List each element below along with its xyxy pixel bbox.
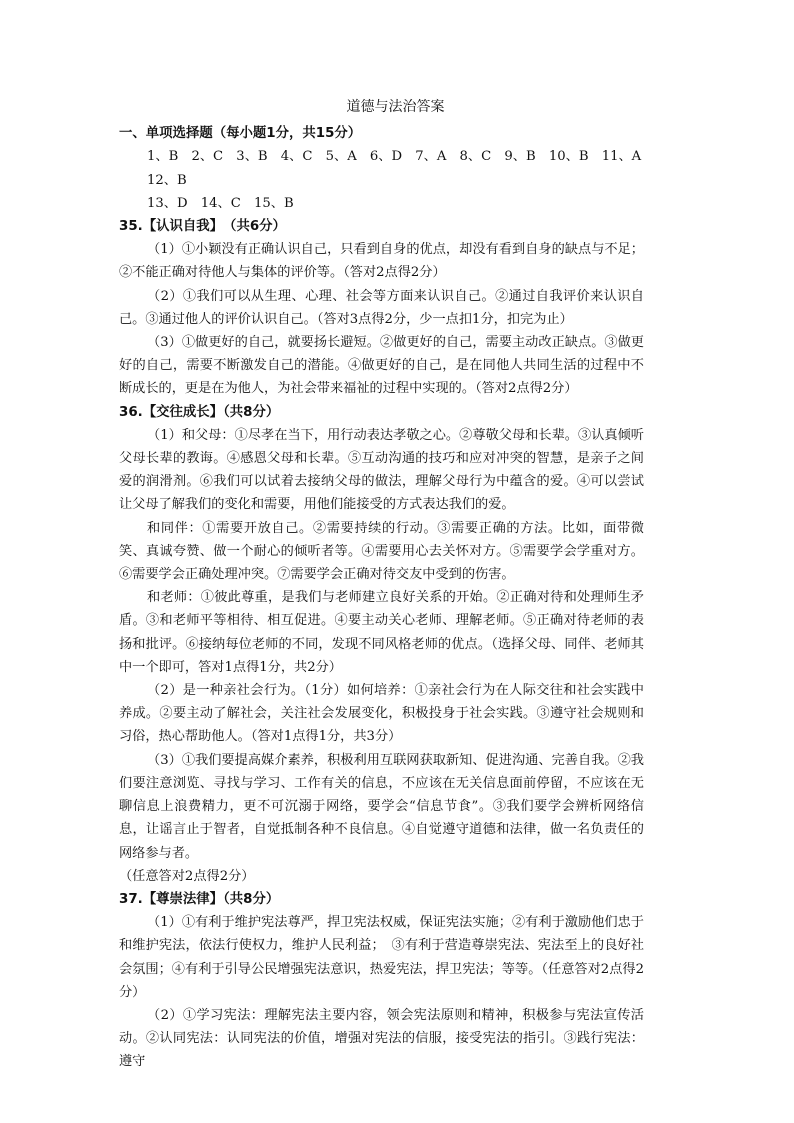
q36-answer-3: （3）①我们要提高媒介素养，积极利用互联网获取新知、促进沟通、完善自我。②我们要注意浏览、寻找与学习、工作有关的信息，不应该在无关信息面前停留，不应该在无聊信息上浪费精力，更不可沉溺于网络，要学会“信息节食”。③我们要学会辨析网络信息，让谣言止于智者，自觉抵制各种不良信息。④自觉遵守道德和法律，做一名负责任的网络参与者。 [119,752,644,861]
q35-answer-1: （1）①小颖没有正确认识自己，只看到自身的优点，却没有看到自身的缺点与不足；②不能正确对待他人与集体的评价等。（答对2点得2分） [119,242,644,281]
q36-answer-peers: 和同伴：①需要开放自己。②需要持续的行动。③需要正确的方法。比如，面带微笑、真诚夸赞、做一个耐心的倾听者等。④需要用心去关怀对方。⑤需要学会学重对方。⑥需要学会正确处理冲突。⑦需要学会正确对待交友中受到的伤害。 [119,520,644,583]
q37-answer-2: （2）①学习宪法：理解宪法主要内容，领会宪法原则和精神，积极参与宪法宣传活动。②认同宪法：认同宪法的价值，增强对宪法的信服，接受宪法的指引。③践行宪法：遵守 [119,1007,644,1070]
q36-answer-2: （2）是一种亲社会行为。（1分）如何培养：①亲社会行为在人际交往和社会实践中养成。②要主动了解社会，关注社会发展变化，积极投身于社会实践。③遵守社会规则和习俗，热心帮助他人。（答对1点得1分，共3分） [119,683,644,745]
section-heading-q36: 36.【交往成长】（共8分） [119,404,280,420]
section-heading-q37: 37.【尊崇法律】（共8分） [119,891,280,907]
q36-answer-teachers: 和老师：①彼此尊重，是我们与老师建立良好关系的开始。②正确对待和处理师生矛盾。③和老师平等相待、相互促进。④要主动关心老师、理解老师。⑤正确对待老师的表扬和批评。⑥接纳每位老师的不同，发现不同风格老师的优点。（选择父母、同伴、老师其中一个即可，答对1点得1分，共2分） [119,590,644,675]
q36-answer-3-scoring: （任意答对2点得2分） [119,868,255,884]
document-title: 道德与法治答案 [346,99,445,115]
q37-answer-1: （1）①有利于维护宪法尊严，捍卫宪法权威，保证宪法实施；②有利于激励他们忠于和维护宪法，依法行使权力，维护人民利益； ③有利于营造尊崇宪法、宪法至上的良好社会氛围；④有利于引导公民增强宪法意识，热爱宪法，捍卫宪法；等等。（任意答对2点得2分） [119,915,644,1000]
q35-answer-2: （2）①我们可以从生理、心理、社会等方面来认识自己。②通过自我评价来认识自己。③通过他人的评价认识自己。（答对3点得2分，少一点扣1分，扣完为止） [119,288,644,327]
q35-answer-3: （3）①做更好的自己，就要扬长避短。②做更好的自己，需要主动改正缺点。③做更好的自己，需要不断激发自己的潜能。④做更好的自己，是在同他人共同生活的过程中不断成长的，更是在为他人，为社会带来福祉的过程中实现的。（答对2点得2分） [119,335,644,397]
q36-answer-parents: （1）和父母：①尽孝在当下，用行动表达孝敬之心。②尊敬父母和长辈。③认真倾听父母长辈的教诲。④感恩父母和长辈。⑤互动沟通的技巧和应对冲突的智慧，是亲子之间爱的润滑剂。⑥我们可以试着去接纳父母的做法，理解父母行为中蕴含的爱。④可以尝试让父母了解我们的变化和需要，用他们能接受的方式表达我们的爱。 [119,427,644,513]
section-heading-q35: 35.【认识自我】 （共6分） [119,219,286,235]
section-heading-choice: 一、单项选择题（每小题1分，共15分） [119,126,362,142]
choice-answers-line-2: 13、D 14、C 15、B [147,195,294,211]
choice-answers-line-1: 1、B 2、C 3、B 4、C 5、A 6、D 7、A 8、C 9、B 10、B 11、A 12、B [147,149,655,188]
